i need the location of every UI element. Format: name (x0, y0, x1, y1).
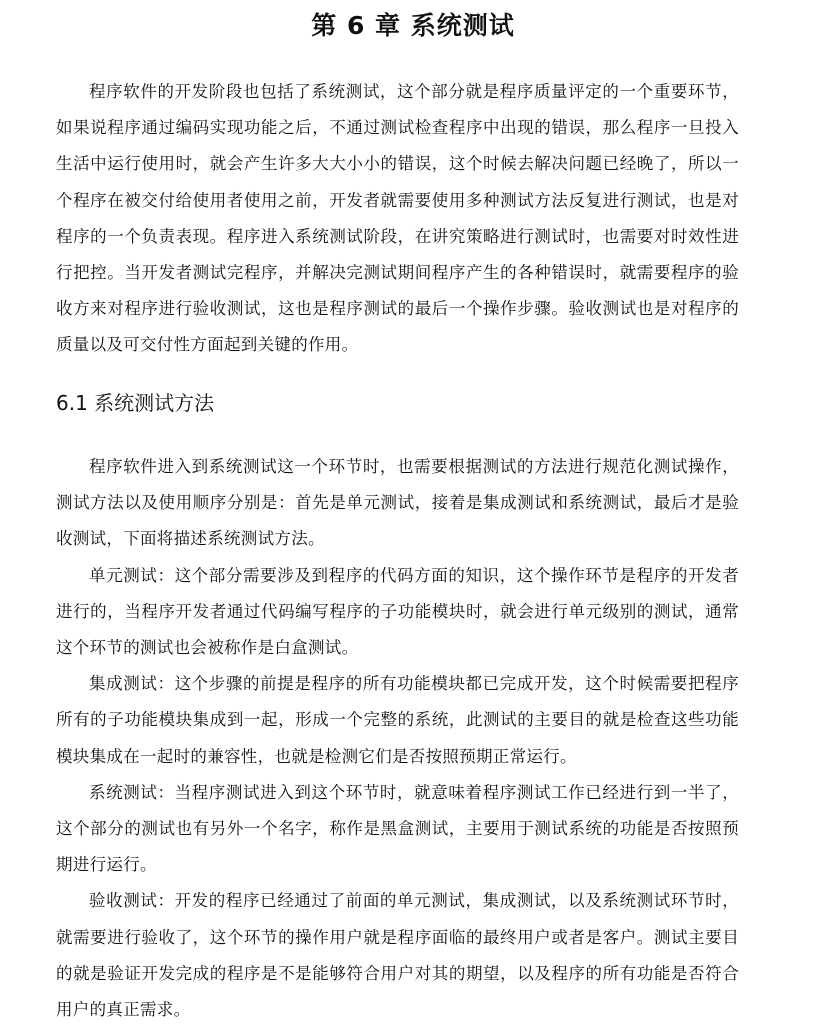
section-body (56, 449, 739, 1028)
chapter-title: 第 6 章 系统测试 (311, 11, 515, 40)
paragraph-test-method-overview: 程序软件进入到系统测试这一个环节时，也需要根据测试的方法进行规范化测试操作，测试方法以及使用顺序分别是：首先是单元测试，接着是集成测试和系统测试，最后才是验收测试，下面将描述系统测试方法。 (56, 457, 739, 549)
paragraph-unit-testing: 单元测试：这个部分需要涉及到程序的代码方面的知识，这个操作环节是程序的开发者进行的，当程序开发者通过代码编写程序的子功能模块时，就会进行单元级别的测试，通常这个环节的测试也会被称作是白盒测试。 (56, 565, 739, 658)
section-heading: 6.1 系统测试方法 (56, 391, 215, 415)
paragraph-acceptance-testing: 验收测试：开发的程序已经通过了前面的单元测试，集成测试，以及系统测试环节时，就需要进行验收了，这个环节的操作用户就是程序面临的最终用户或者是客户。测试主要目的就是验证开发完成的程序是不是能够符合用户对其的期望，以及程序的所有功能是否符合用户的真正需求。 (56, 891, 739, 1020)
intro-paragraph: 程序软件的开发阶段也包括了系统测试，这个部分就是程序质量评定的一个重要环节，如果说程序通过编码实现功能之后，不通过测试检查程序中出现的错误，那么程序一旦投入生活中运行使用时，就会产生许多大大小小的错误，这个时候去解决问题已经晚了，所以一个程序在被交付给使用者使用之前，开发者就需要使用多种测试方法反复进行测试，也是对程序的一个负责表现。程序进入系统测试阶段，在讲究策略进行测试时，也需要对时效性进行把控。当开发者测试完程序，并解决完测试期间程序产生的各种错误时，就需要程序的验收方来对程序进行验收测试，这也是程序测试的最后一个操作步骤。验收测试也是对程序的质量以及可交付性方面起到关键的作用。 (56, 82, 739, 355)
paragraph-system-testing: 系统测试：当程序测试进入到这个环节时，就意味着程序测试工作已经进行到一半了，这个部分的测试也有另外一个名字，称作是黑盒测试，主要用于测试系统的功能是否按照预期进行运行。 (56, 782, 739, 875)
paragraph-integration-testing: 集成测试：这个步骤的前提是程序的所有功能模块都已完成开发，这个时候需要把程序所有的子功能模块集成到一起，形成一个完整的系统，此测试的主要目的就是检查这些功能模块集成在一起时的兼容性，也就是检测它们是否按照预期正常运行。 (56, 674, 739, 766)
